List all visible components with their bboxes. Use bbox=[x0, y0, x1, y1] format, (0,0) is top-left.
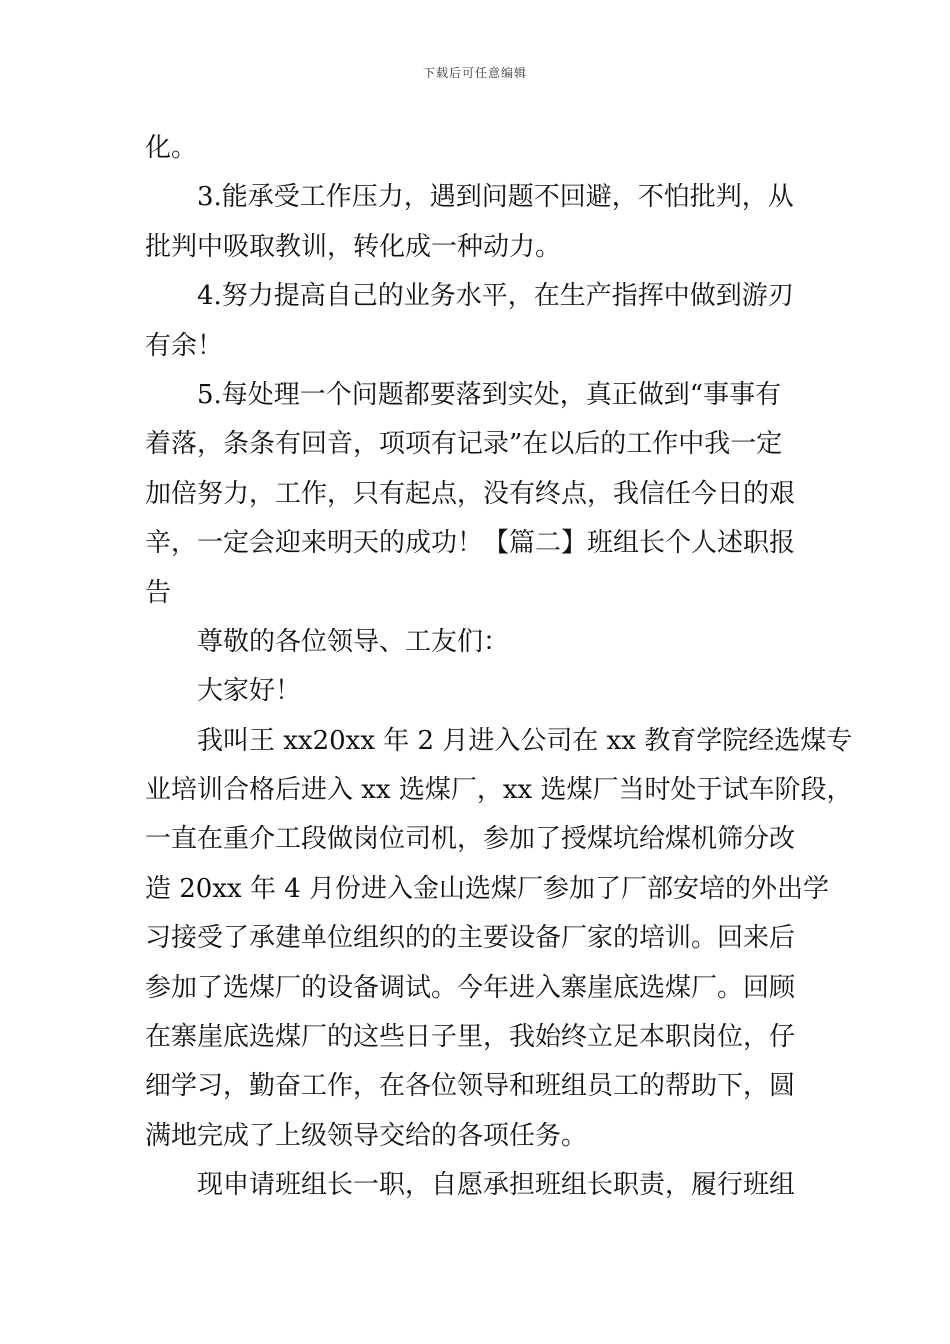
text-line: 4.努力提高自己的业务水平，在生产指挥中做到游刃 bbox=[197, 281, 794, 312]
text-line: 业培训合格后进入 xx 选煤厂，xx 选煤厂当时处于试车阶段， bbox=[145, 775, 853, 806]
text-line: 加倍努力，工作，只有起点，没有终点，我信任今日的艰 bbox=[145, 478, 796, 509]
text-line: 现申请班组长一职，自愿承担班组长职责，履行班组 bbox=[197, 1170, 796, 1201]
text-line: 满地完成了上级领导交给的各项任务。 bbox=[145, 1120, 588, 1151]
text-line: 批判中吸取教训，转化成一种动力。 bbox=[145, 231, 562, 262]
text-line: 辛，一定会迎来明天的成功！【篇二】班组长个人述职报 bbox=[145, 528, 796, 559]
text-line: 化。 bbox=[145, 133, 198, 163]
text-line: 有余！ bbox=[145, 330, 224, 361]
text-line: 5.每处理一个问题都要落到实处，真正做到“事事有 bbox=[197, 379, 782, 410]
text-line: 细学习，勤奋工作，在各位领导和班组员工的帮助下，圆 bbox=[145, 1071, 796, 1102]
text-line: 大家好！ bbox=[197, 676, 302, 707]
text-line: 3.能承受工作压力，遇到问题不回避，不怕批判，从 bbox=[197, 182, 794, 213]
page-header: 下载后可任意编辑 bbox=[422, 66, 527, 80]
text-line: 习接受了承建单位组织的的主要设备厂家的培训。回来后 bbox=[145, 923, 796, 954]
text-line: 造 20xx 年 4 月份进入金山选煤厂参加了厂部安培的外出学 bbox=[145, 873, 830, 904]
text-line: 告 bbox=[145, 577, 172, 608]
text-line: 我叫王 xx20xx 年 2 月进入公司在 xx 教育学院经选煤专 bbox=[197, 725, 853, 756]
text-line: 在寨崖底选煤厂的这些日子里，我始终立足本职岗位，仔 bbox=[145, 1022, 796, 1053]
text-line: 着落，条条有回音，项项有记录”在以后的工作中我一定 bbox=[145, 429, 783, 460]
text-line: 一直在重介工段做岗位司机，参加了授煤坑给煤机筛分改 bbox=[145, 824, 796, 855]
text-line: 参加了选煤厂的设备调试。今年进入寨崖底选煤厂。回顾 bbox=[145, 972, 796, 1003]
text-line: 尊敬的各位领导、工友们： bbox=[197, 626, 510, 657]
document-body bbox=[145, 124, 853, 1211]
